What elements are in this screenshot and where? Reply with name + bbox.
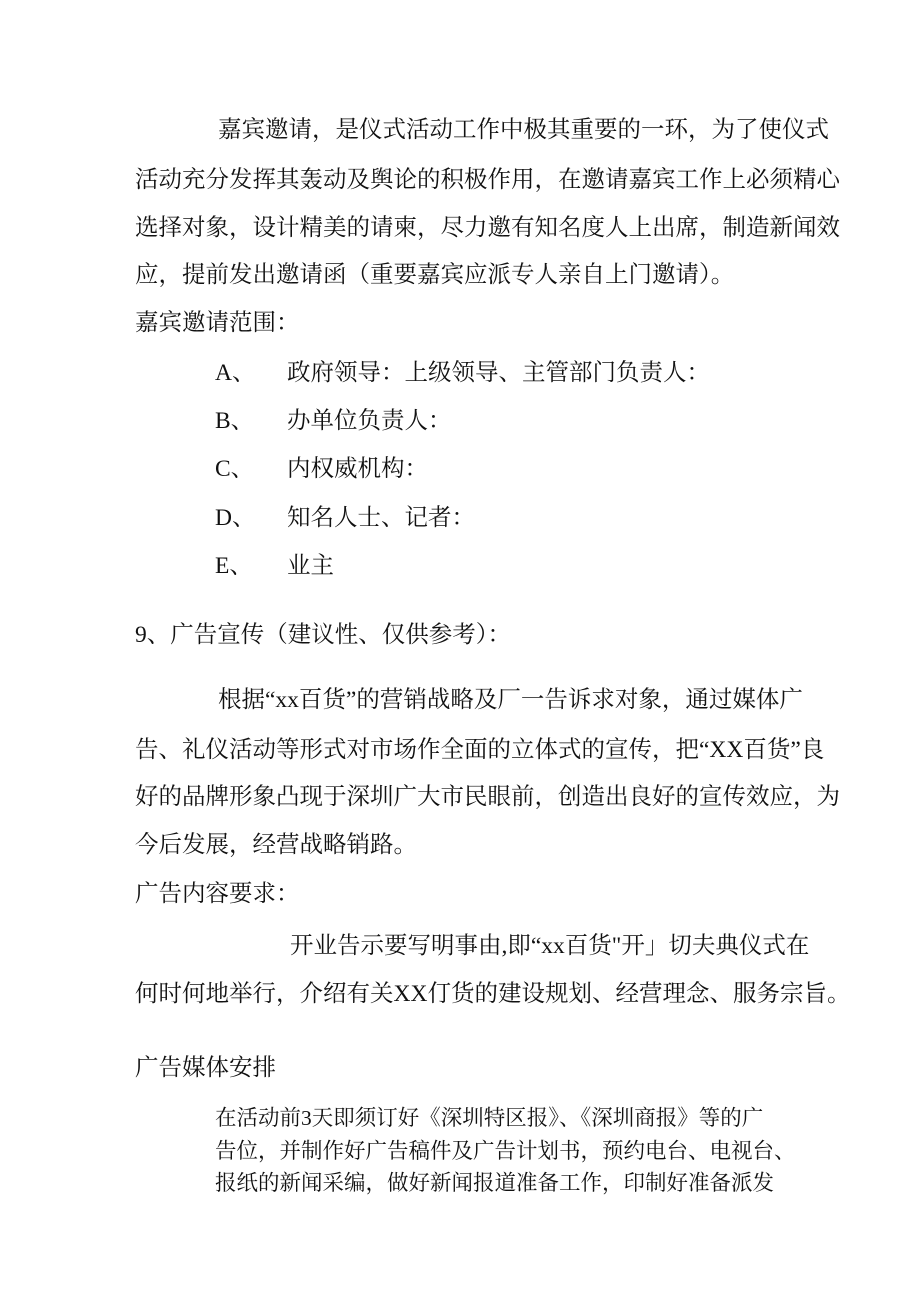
paragraph-line: 选择对象，设计精美的请柬，尽力邀有知名度人上出席，制造新闻效 bbox=[135, 215, 840, 241]
paragraph-line: 活动充分发挥其轰动及舆论的积极作用，在邀请嘉宾工作上必须精心 bbox=[135, 167, 840, 193]
paragraph-line: 今后发展，经营战略销路。 bbox=[135, 832, 417, 858]
list-marker: B、 bbox=[215, 408, 255, 434]
list-marker: C、 bbox=[215, 456, 255, 482]
list-marker: E、 bbox=[215, 553, 253, 579]
paragraph-line: 在活动前3天即须订好《深圳特区报》、《深圳商报》等的广 bbox=[215, 1106, 764, 1130]
list-item: 业主 bbox=[287, 553, 334, 579]
paragraph-line: 应，提前发出邀请函（重要嘉宾应派专人亲自上门邀请）。 bbox=[135, 262, 735, 288]
paragraph-line: 根据“xx百货”的营销战略及厂一告诉求对象，通过媒体广 bbox=[218, 687, 803, 713]
list-item: 内权威机构： bbox=[287, 456, 428, 482]
paragraph-line: 何时何地举行，介绍有关XX仃货的建设规划、经营理念、服务宗旨。 bbox=[135, 981, 851, 1007]
list-item: 办单位负责人： bbox=[287, 408, 452, 434]
paragraph-line: 嘉宾邀请，是仪式活动工作中极其重要的一环，为了使仪式 bbox=[218, 117, 829, 143]
paragraph-line: 告、礼仪活动等形式对市场作全面的立体式的宣传，把“XX百货”良 bbox=[135, 737, 825, 763]
paragraph-line: 开业告示要写明事由,即“xx百货"开」切夫典仪式在 bbox=[290, 933, 810, 959]
section-heading: 广告内容要求： bbox=[135, 881, 300, 907]
section-heading: 9、广告宣传（建议性、仅供参考）： bbox=[135, 622, 511, 648]
paragraph-line: 告位，并制作好广告稿件及广告计划书，预约电台、电视台、 bbox=[215, 1139, 796, 1163]
paragraph-line: 报纸的新闻采编，做好新闻报道准备工作，印制好准备派发 bbox=[215, 1171, 775, 1195]
paragraph-line: 好的品牌形象凸现于深圳广大市民眼前，创造出良好的宣传效应，为 bbox=[135, 784, 840, 810]
list-marker: A、 bbox=[215, 360, 256, 386]
list-marker: D、 bbox=[215, 505, 256, 531]
list-item: 知名人士、记者： bbox=[287, 505, 475, 531]
section-heading: 嘉宾邀请范围： bbox=[135, 310, 300, 336]
list-item: 政府领导：上级领导、主管部门负责人： bbox=[287, 360, 710, 386]
section-heading: 广告媒体安排 bbox=[135, 1055, 276, 1081]
